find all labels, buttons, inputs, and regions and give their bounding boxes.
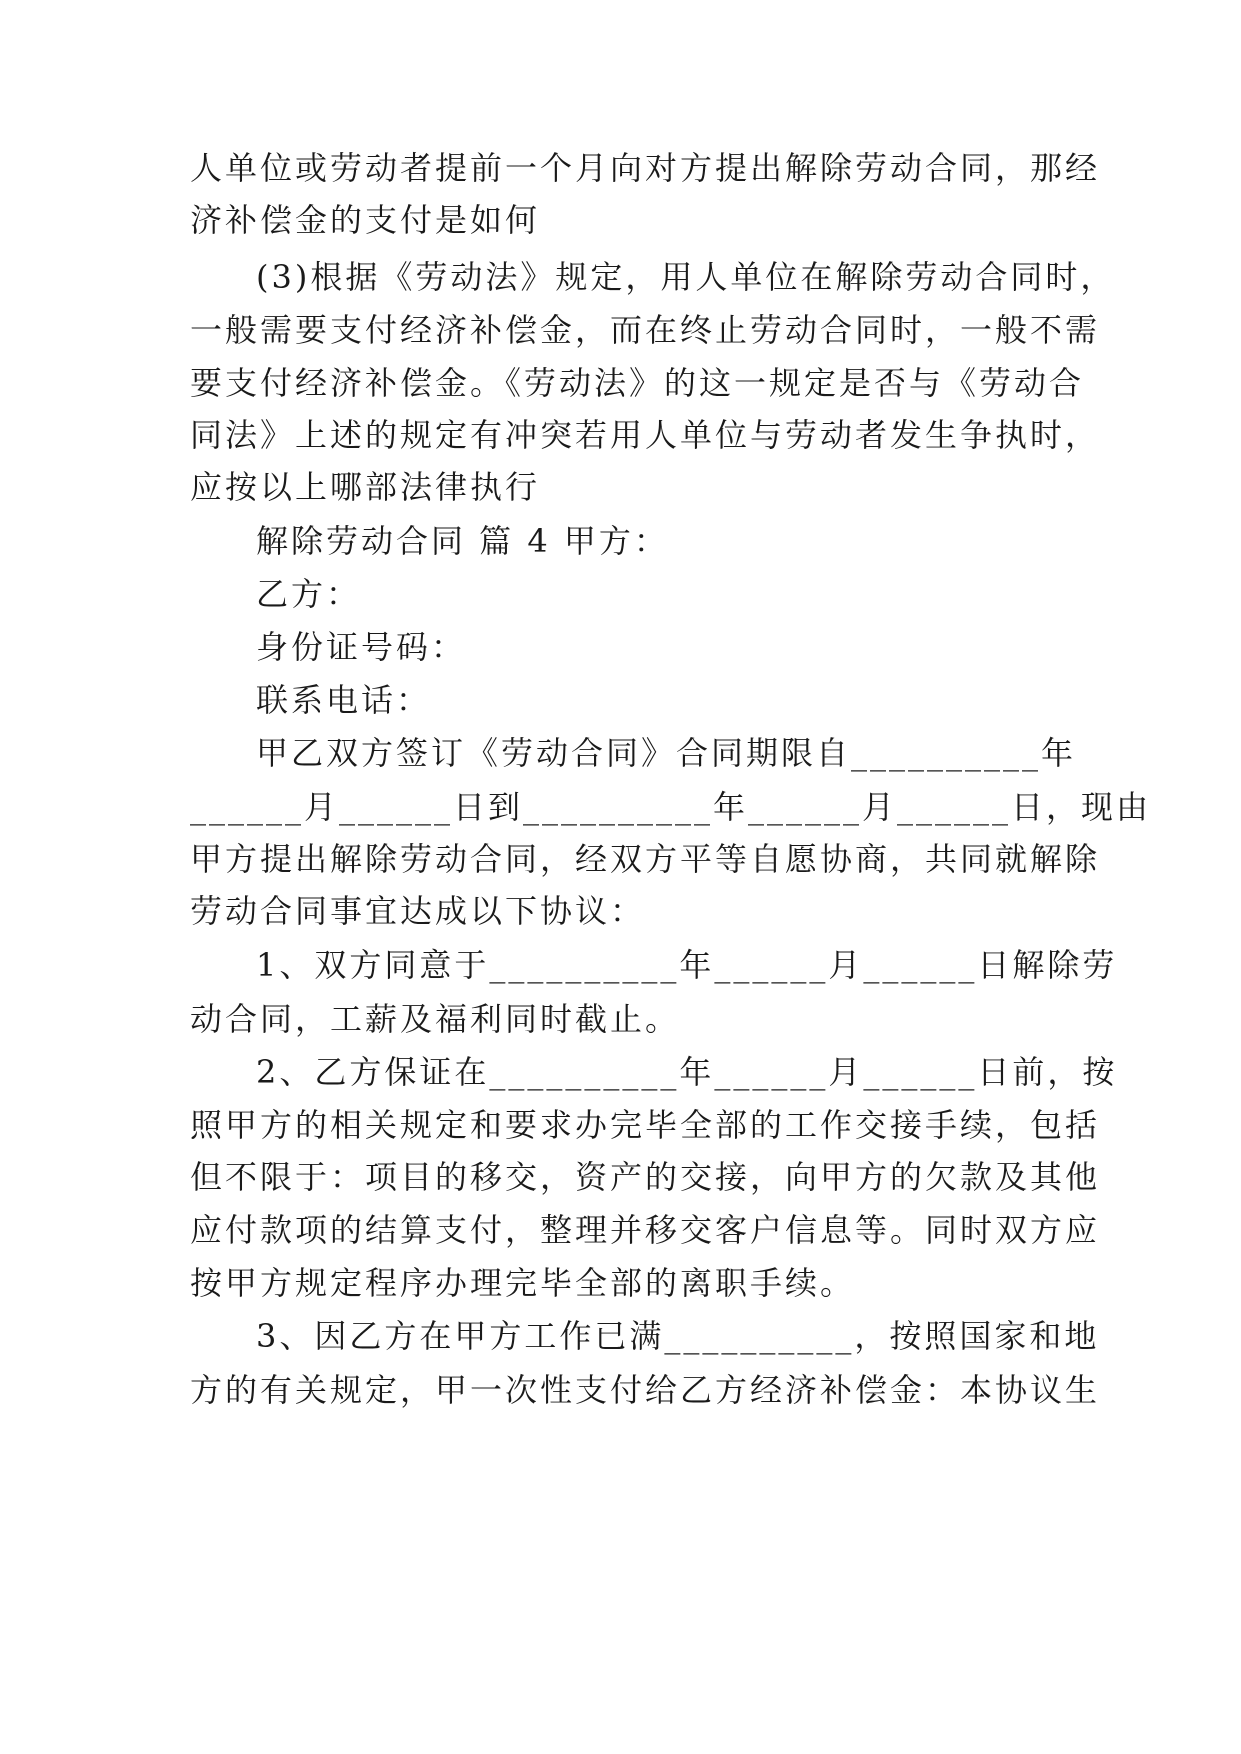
text-line: 济补偿金的支付是如何 xyxy=(190,201,541,239)
text-line: 应按以上哪部法律执行 xyxy=(190,468,541,506)
text-line: 同法》上述的规定有冲突若用人单位与劳动者发生争执时， xyxy=(190,416,1101,454)
text-line: (3)根据《劳动法》规定，用人单位在解除劳动合同时， xyxy=(256,258,1116,296)
clause-1: 1、双方同意于__________年______月______日解除劳 xyxy=(256,946,1118,984)
phone-field: 联系电话： xyxy=(256,681,432,719)
text-line: 方的有关规定，甲一次性支付给乙方经济补偿金：本协议生 xyxy=(190,1371,1101,1409)
text-line: 但不限于：项目的移交，资产的交接，向甲方的欠款及其他 xyxy=(190,1158,1101,1196)
clause-3: 3、因乙方在甲方工作已满__________，按照国家和地 xyxy=(256,1317,1100,1355)
text-line: ______月______日到__________年______月______日，现由 xyxy=(190,788,1152,826)
text-line: 一般需要支付经济补偿金，而在终止劳动合同时，一般不需 xyxy=(190,311,1101,349)
party-b-field: 乙方： xyxy=(256,575,362,613)
text-line: 甲乙双方签订《劳动合同》合同期限自__________年 xyxy=(256,734,1077,772)
text-line: 甲方提出解除劳动合同，经双方平等自愿协商，共同就解除 xyxy=(190,840,1101,878)
id-number-field: 身份证号码： xyxy=(256,628,467,666)
text-line: 应付款项的结算支付，整理并移交客户信息等。同时双方应 xyxy=(190,1211,1101,1249)
text-line: 劳动合同事宜达成以下协议： xyxy=(190,892,646,930)
text-line: 照甲方的相关规定和要求办完毕全部的工作交接手续，包括 xyxy=(190,1106,1101,1144)
text-line: 人单位或劳动者提前一个月向对方提出解除劳动合同，那经 xyxy=(190,149,1101,187)
clause-2: 2、乙方保证在__________年______月______日前，按 xyxy=(256,1053,1118,1091)
text-line: 按甲方规定程序办理完毕全部的离职手续。 xyxy=(190,1264,856,1302)
section-heading: 解除劳动合同 篇 4 甲方： xyxy=(256,522,669,560)
text-line: 动合同，工薪及福利同时截止。 xyxy=(190,1000,681,1038)
text-line: 要支付经济补偿金。《劳动法》的这一规定是否与《劳动合 xyxy=(190,364,1085,402)
